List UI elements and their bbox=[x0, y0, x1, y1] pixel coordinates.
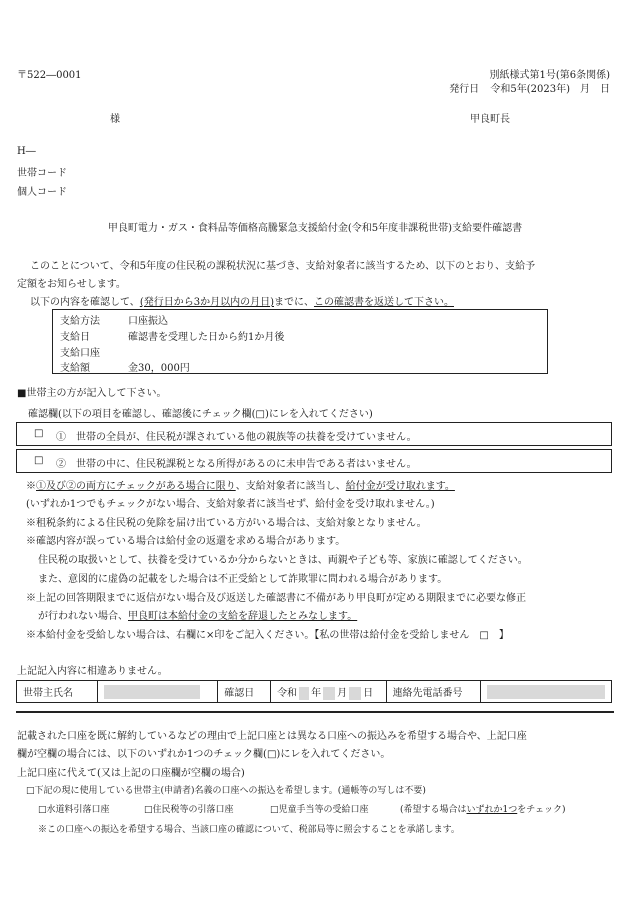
alt-account-text-2: 欄が空欄の場合には、以下のいずれか1つのチェック欄(□)にレを入れてください。 bbox=[17, 749, 391, 760]
return-instruction: この確認書を返送して下さい。 bbox=[313, 297, 454, 308]
note-8-b: 甲良町は本給付金の支給を辞退したとみなします。 bbox=[128, 611, 358, 622]
note-2: (いずれか1つでもチェックがない場合、支給対象者に該当せず、給付金を受け取れません。) bbox=[26, 499, 435, 510]
personal-code-label: 個人コード bbox=[17, 187, 67, 198]
confirm-date-field[interactable] bbox=[271, 681, 387, 703]
issue-date-line bbox=[449, 80, 610, 95]
day-unit: 日 bbox=[363, 687, 374, 699]
month-unit: 月 bbox=[337, 687, 348, 699]
intro-line-3 bbox=[30, 293, 454, 308]
intro-line-3-c: までに、 bbox=[273, 297, 314, 308]
option-tax-account[interactable]: □住民税等の引落口座 bbox=[144, 805, 234, 815]
check-2-text: ② 世帯の中に、住民税課税となる所得があるのに未申告である者はいません。 bbox=[56, 459, 417, 470]
signature-table bbox=[16, 680, 612, 703]
household-head-name-field[interactable] bbox=[97, 681, 217, 703]
check-1-text: ① 世帯の全員が、住民税が課されている他の親族等の扶養を受けていません。 bbox=[56, 432, 417, 443]
household-head-name-label: 世帯主氏名 bbox=[17, 681, 98, 703]
note-3: ※租税条約による住民税の免除を届け出ている方がいる場合は、支給対象となりません。 bbox=[26, 518, 427, 529]
note-8 bbox=[38, 607, 357, 622]
check-2-checkbox[interactable]: □ bbox=[34, 455, 44, 466]
note-1-c: 、支給対象者に該当し、 bbox=[235, 481, 346, 492]
payment-amount-value: 金30，000円 bbox=[128, 363, 190, 374]
payment-date-value: 確認書を受理した日から約1か月後 bbox=[128, 332, 285, 343]
note-5: 住民税の取扱いとして、扶養を受けているか分からないときは、両親や子ども等、家族に確認してください。 bbox=[38, 555, 528, 566]
option-note bbox=[400, 802, 566, 815]
year-unit: 年 bbox=[311, 687, 322, 699]
option-note-b: いずれか1つ bbox=[466, 805, 518, 815]
era-label: 令和 bbox=[277, 687, 298, 699]
note-6: また、意図的に虚偽の記載をした場合は不正受給として詐欺罪に問われる場合があります。 bbox=[38, 574, 448, 585]
note-8-a: が行われない場合、 bbox=[38, 611, 128, 622]
addressee-suffix: 様 bbox=[110, 114, 120, 125]
intro-line-2: 定額をお知らせします。 bbox=[17, 279, 126, 290]
alt-account-heading: 上記口座に代えて(又は上記の口座欄が空欄の場合) bbox=[17, 768, 245, 779]
form-number: 別紙様式第1号(第6条関係) bbox=[489, 70, 610, 81]
household-code-label: 世帯コード bbox=[17, 168, 67, 179]
note-9: ※本給付金を受給しない場合は、右欄に×印をご記入ください。【私の世帯は給付金を受給しません □ 】 bbox=[26, 630, 509, 641]
note-1-a: ※ bbox=[26, 481, 36, 492]
confirm-statement: 上記記入内容に相違ありません。 bbox=[17, 666, 168, 677]
phone-label: 連絡先電話番号 bbox=[386, 681, 480, 703]
phone-field[interactable] bbox=[481, 681, 612, 703]
note-1-b: ①及び②の両方にチェックがある場合に限り bbox=[36, 481, 236, 492]
note-4: ※確認内容が誤っている場合は給付金の返還を求める場合があります。 bbox=[26, 536, 346, 547]
payment-amount-label: 支給額 bbox=[60, 363, 90, 374]
check-1-checkbox[interactable]: □ bbox=[34, 428, 44, 439]
payment-info-box bbox=[52, 309, 548, 374]
intro-line-3-a: 以下の内容を確認して、 bbox=[30, 297, 140, 308]
section-divider bbox=[16, 711, 614, 713]
payment-method-value: 口座振込 bbox=[128, 316, 168, 327]
note-1-d: 給付金が受け取れます。 bbox=[345, 481, 455, 492]
note-1 bbox=[26, 477, 455, 492]
payment-date-label: 支給日 bbox=[60, 332, 90, 343]
sender: 甲良町長 bbox=[470, 114, 510, 125]
note-7: ※上記の回答期限までに返信がない場合及び返送した確認書に不備があり甲良町が定める期限までに必要な修正 bbox=[26, 593, 526, 604]
check-intro: 確認欄(以下の項目を確認し、確認後にチェック欄(□)にレを入れてください) bbox=[28, 409, 373, 420]
option-note-a: (希望する場合は bbox=[400, 805, 467, 815]
confirm-date-label: 確認日 bbox=[218, 681, 271, 703]
option-water-account[interactable]: □水道料引落口座 bbox=[38, 805, 110, 815]
issue-date: 令和5年(2023年) 月 日 bbox=[490, 84, 610, 95]
id-mark: H― bbox=[17, 146, 36, 157]
document-title: 甲良町電力・ガス・食料品等価格高騰緊急支援給付金(令和5年度非課税世帯)支給要件確認書 bbox=[107, 223, 523, 234]
intro-line-1: このことについて、令和5年度の住民税の課税状況に基づき、支給対象者に該当するため、以下のとおり、支給予 bbox=[30, 261, 536, 272]
payment-account-label: 支給口座 bbox=[60, 348, 100, 359]
alt-account-main-option[interactable]: □下記の現に使用している世帯主(申請者)名義の口座への振込を希望します。(通帳等の写しは不要) bbox=[26, 786, 426, 796]
issue-date-label: 発行日 bbox=[449, 84, 480, 95]
consent-note: ※この口座への振込を希望する場合、当該口座の確認について、税部局等に照会することを承諾します。 bbox=[38, 825, 460, 835]
section-heading: ■世帯主の方が記入して下さい。 bbox=[17, 388, 167, 399]
payment-method-label: 支給方法 bbox=[60, 316, 100, 327]
option-child-allowance-account[interactable]: □児童手当等の受給口座 bbox=[270, 805, 369, 815]
alt-account-text-1: 記載された口座を既に解約しているなどの理由で上記口座とは異なる口座への振込みを希望する場合や、上記口座 bbox=[17, 731, 527, 742]
postal-code: 〒522―0001 bbox=[17, 70, 82, 81]
option-note-c: をチェック) bbox=[517, 805, 566, 815]
return-deadline: (発行日から3か月以内の月日) bbox=[139, 297, 274, 308]
